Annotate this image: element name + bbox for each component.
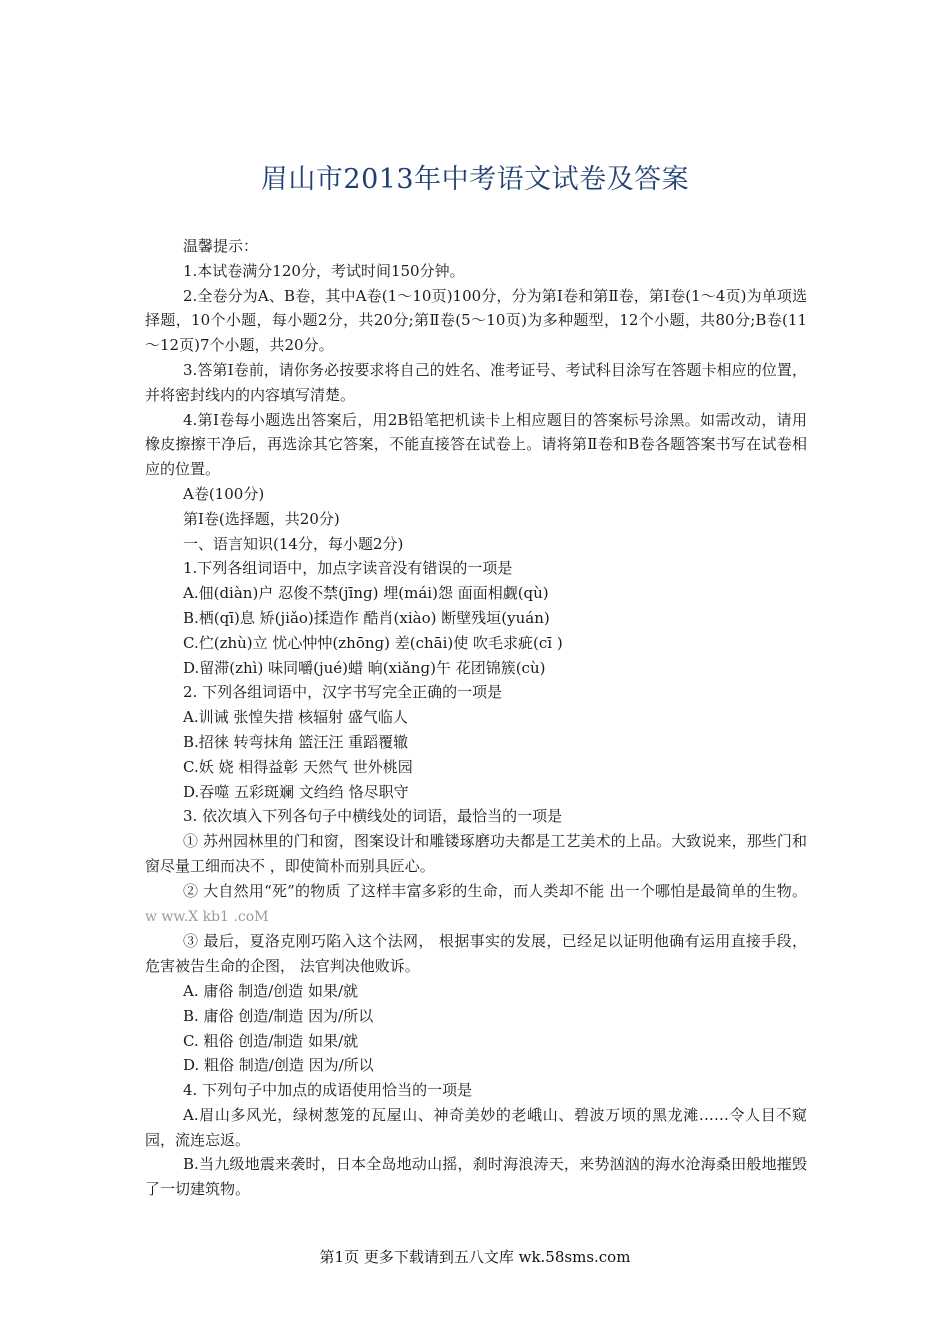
document-title: 眉山市2013年中考语文试卷及答案: [260, 164, 690, 195]
question-1-option-c: C.伫(zhù)立 忧心忡忡(zhōnɡ) 差(chāi)使 吹毛求疵(cī ): [183, 633, 563, 652]
question-1-option-d: D.留滞(zhì) 味同嚼(jué)蜡 晌(xiǎnɡ)午 花团锦簇(cù): [183, 658, 546, 677]
paragraph-notice-4: 4.第Ⅰ卷每小题选出答案后，用2B铅笔把机读卡上相应题目的答案标号涂黑。如需改动，请用橡皮擦擦干净后，再选涂其它答案，不能直接答在试卷上。请将第Ⅱ卷和B卷各题答案书写在试卷相应的位置。: [145, 410, 807, 479]
question-4-option-b: B.当九级地震来袭时，日本全岛地动山摇，刹时海浪涛天，来势汹汹的海水沧海桑田般地摧毁了一切建筑物。: [145, 1155, 807, 1199]
watermark: w ww.X kb1 .coM: [145, 908, 269, 925]
question-3: 3. 依次填入下列各句子中横线处的词语，最恰当的一项是: [183, 807, 563, 826]
question-2-option-c: C.妖 娆 相得益彰 天然气 世外桃园: [183, 757, 413, 776]
question-4-option-a: A.眉山多风光，绿树葱笼的瓦屋山、神奇美妙的老峨山、碧波万顷的黑龙滩……令人目不窥园，流连忘返。: [145, 1105, 807, 1149]
question-2-option-b: B.招徕 转弯抹角 篮汪汪 重蹈覆辙: [183, 732, 409, 751]
paragraph-notice-heading: 温馨提示：: [183, 237, 259, 255]
question-1-option-b: B.栖(qī)息 矫(jiǎo)揉造作 酷肖(xiào) 断壁残垣(yuán): [183, 608, 550, 627]
question-3-sentence-2: [145, 879, 807, 930]
paragraph-notice-1: 1.本试卷满分120分，考试时间150分钟。: [183, 261, 465, 280]
question-3-option-a: A. 庸俗 制造/创造 如果/就: [183, 981, 359, 1000]
question-4: 4. 下列句子中加点的成语使用恰当的一项是: [183, 1081, 473, 1100]
question-3-option-c: C. 粗俗 创造/制造 如果/就: [183, 1031, 359, 1050]
question-2-option-a: A.训诫 张惶失措 核辐射 盛气临人: [183, 708, 408, 727]
section-heading-a: A卷(100分): [183, 484, 265, 503]
paragraph-notice-3: 3.答第Ⅰ卷前，请你务必按要求将自己的姓名、准考证号、考试科目涂写在答题卡相应的位置，并将密封线内的内容填写清楚。: [145, 360, 807, 404]
paragraph-notice-2: 2.全卷分为A、B卷，其中A卷(1～10页)100分，分为第Ⅰ卷和第Ⅱ卷，第Ⅰ卷(1～4页)为单项选择题，10个小题，每小题2分，共20分;第Ⅱ卷(5～10页)为多种题型，12个小题，共80分;B卷(11～12页)7个小题，共20分。: [145, 286, 807, 355]
question-2: 2. 下列各组词语中，汉字书写完全正确的一项是: [183, 683, 503, 702]
question-3-option-d: D. 粗俗 制造/创造 因为/所以: [183, 1056, 374, 1075]
question-3-sentence-1: ① 苏州园林里的门和窗，图案设计和雕镂琢磨功夫都是工艺美术的上品。大致说来，那些门和窗尽量工细而决不 ，即使简朴而别具匠心。: [145, 832, 807, 875]
question-3-sentence-3: ③ 最后，夏洛克刚巧陷入这个法网， 根据事实的发展，已经足以证明他确有运用直接手段，危害被告生命的企图， 法官判决他败诉。: [145, 932, 807, 976]
section-heading-language: 一、语言知识(14分，每小题2分): [183, 534, 404, 553]
question-1-option-a: A.佃(diàn)户 忍俊不禁(jīnɡ) 埋(mái)怨 面面相觑(qù): [183, 584, 549, 603]
question-2-option-d: D.吞噬 五彩斑斓 文绉绉 恪尽职守: [183, 782, 409, 801]
document-body: [145, 234, 807, 1202]
question-1: 1.下列各组词语中，加点字读音没有错误的一项是: [183, 559, 513, 578]
section-heading-part-1: 第Ⅰ卷(选择题，共20分): [183, 509, 340, 528]
question-3-sentence-2-text: ② 大自然用“死”的物质 了这样丰富多彩的生命，而人类却不能 出一个哪怕是最简单的生物。: [183, 881, 807, 900]
question-3-option-b: B. 庸俗 创造/制造 因为/所以: [183, 1006, 374, 1025]
page-footer: 第1页 更多下载请到五八文库 wk.58sms.com: [319, 1248, 631, 1266]
